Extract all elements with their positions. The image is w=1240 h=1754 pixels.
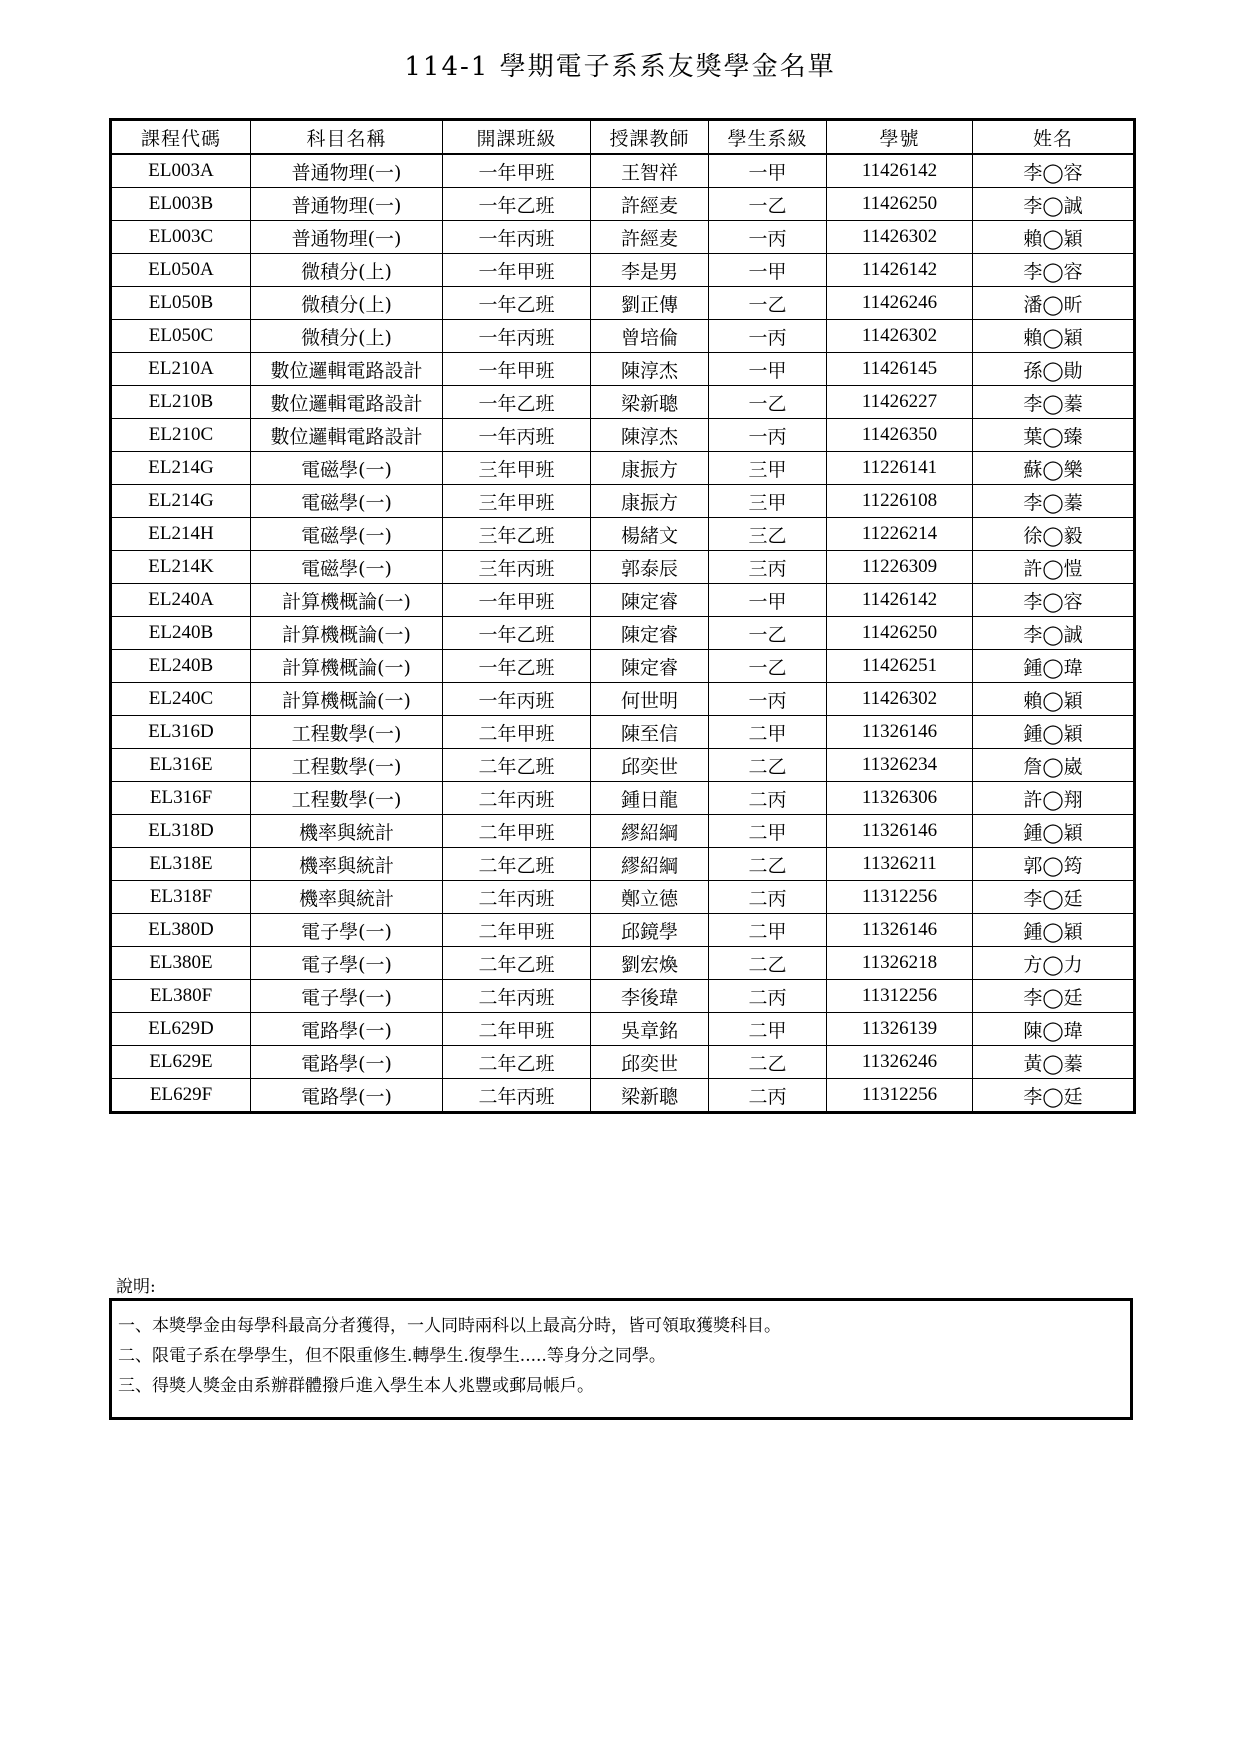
student-name-cell: 方◯力: [973, 947, 1135, 980]
class-cell: 三年甲班: [443, 485, 591, 518]
class-cell: 二年甲班: [443, 815, 591, 848]
subject-name-cell: 微積分(上): [251, 320, 443, 353]
student-dept-cell: 一丙: [709, 221, 827, 254]
student-dept-cell: 一甲: [709, 353, 827, 386]
course-code-cell: EL003B: [111, 188, 251, 221]
header-class: 開課班級: [443, 120, 591, 155]
subject-name-cell: 數位邏輯電路設計: [251, 353, 443, 386]
student-name-cell: 李◯容: [973, 584, 1135, 617]
table-row: [111, 914, 1135, 947]
instructor-cell: 吳章銘: [591, 1013, 709, 1046]
header-instructor: 授課教師: [591, 120, 709, 155]
table-row: [111, 386, 1135, 419]
student-dept-cell: 二甲: [709, 914, 827, 947]
table-row: [111, 947, 1135, 980]
student-name-cell: 徐◯毅: [973, 518, 1135, 551]
subject-name-cell: 電路學(一): [251, 1046, 443, 1079]
class-cell: 一年丙班: [443, 221, 591, 254]
student-name-cell: 賴◯穎: [973, 221, 1135, 254]
student-id-cell: 11312256: [827, 881, 973, 914]
table-row: [111, 419, 1135, 452]
course-code-cell: EL316D: [111, 716, 251, 749]
instructor-cell: 李是男: [591, 254, 709, 287]
course-code-cell: EL050B: [111, 287, 251, 320]
class-cell: 三年乙班: [443, 518, 591, 551]
table-row: [111, 881, 1135, 914]
table-body: [111, 154, 1135, 1113]
instructor-cell: 鍾日龍: [591, 782, 709, 815]
student-dept-cell: 一甲: [709, 154, 827, 188]
student-dept-cell: 二丙: [709, 881, 827, 914]
student-id-cell: 11326139: [827, 1013, 973, 1046]
student-dept-cell: 一甲: [709, 584, 827, 617]
student-id-cell: 11426302: [827, 320, 973, 353]
class-cell: 一年乙班: [443, 287, 591, 320]
course-code-cell: EL380E: [111, 947, 251, 980]
instructor-cell: 許經麦: [591, 188, 709, 221]
instructor-cell: 邱鏡學: [591, 914, 709, 947]
class-cell: 一年乙班: [443, 386, 591, 419]
table-row: [111, 518, 1135, 551]
course-code-cell: EL240A: [111, 584, 251, 617]
subject-name-cell: 電磁學(一): [251, 485, 443, 518]
class-cell: 一年丙班: [443, 419, 591, 452]
class-cell: 二年乙班: [443, 1046, 591, 1079]
student-id-cell: 11426227: [827, 386, 973, 419]
student-name-cell: 許◯愷: [973, 551, 1135, 584]
table-row: [111, 1013, 1135, 1046]
student-id-cell: 11326146: [827, 914, 973, 947]
student-id-cell: 11426145: [827, 353, 973, 386]
student-id-cell: 11426142: [827, 154, 973, 188]
table-header-row: [111, 120, 1135, 155]
student-dept-cell: 一乙: [709, 650, 827, 683]
instructor-cell: 鄭立德: [591, 881, 709, 914]
class-cell: 二年乙班: [443, 749, 591, 782]
course-code-cell: EL003C: [111, 221, 251, 254]
subject-name-cell: 微積分(上): [251, 254, 443, 287]
table-row: [111, 320, 1135, 353]
student-id-cell: 11426246: [827, 287, 973, 320]
class-cell: 一年甲班: [443, 154, 591, 188]
student-dept-cell: 三甲: [709, 485, 827, 518]
subject-name-cell: 電磁學(一): [251, 518, 443, 551]
instructor-cell: 梁新聰: [591, 386, 709, 419]
notes-box: [109, 1298, 1133, 1420]
student-dept-cell: 三乙: [709, 518, 827, 551]
course-code-cell: EL214K: [111, 551, 251, 584]
student-dept-cell: 二甲: [709, 716, 827, 749]
table-row: [111, 782, 1135, 815]
subject-name-cell: 工程數學(一): [251, 716, 443, 749]
student-dept-cell: 二乙: [709, 947, 827, 980]
course-code-cell: EL316E: [111, 749, 251, 782]
table-row: [111, 154, 1135, 188]
course-code-cell: EL214G: [111, 452, 251, 485]
instructor-cell: 康振方: [591, 485, 709, 518]
class-cell: 一年乙班: [443, 650, 591, 683]
course-code-cell: EL318F: [111, 881, 251, 914]
course-code-cell: EL210B: [111, 386, 251, 419]
instructor-cell: 邱奕世: [591, 1046, 709, 1079]
instructor-cell: 康振方: [591, 452, 709, 485]
instructor-cell: 劉正傳: [591, 287, 709, 320]
class-cell: 一年乙班: [443, 617, 591, 650]
course-code-cell: EL050C: [111, 320, 251, 353]
student-name-cell: 黃◯蓁: [973, 1046, 1135, 1079]
scholarship-table: [109, 118, 1136, 1114]
student-id-cell: 11226108: [827, 485, 973, 518]
class-cell: 一年丙班: [443, 320, 591, 353]
header-student-dept: 學生系級: [709, 120, 827, 155]
student-id-cell: 11426302: [827, 683, 973, 716]
student-name-cell: 賴◯穎: [973, 683, 1135, 716]
note-line: 一、本獎學金由每學科最高分者獲得，一人同時兩科以上最高分時，皆可領取獲獎科目。: [118, 1316, 781, 1336]
student-name-cell: 鍾◯瑋: [973, 650, 1135, 683]
subject-name-cell: 電子學(一): [251, 914, 443, 947]
subject-name-cell: 電子學(一): [251, 980, 443, 1013]
course-code-cell: EL240B: [111, 617, 251, 650]
class-cell: 三年甲班: [443, 452, 591, 485]
table-row: [111, 353, 1135, 386]
instructor-cell: 楊緒文: [591, 518, 709, 551]
class-cell: 三年丙班: [443, 551, 591, 584]
student-id-cell: 11426251: [827, 650, 973, 683]
header-subject-name: 科目名稱: [251, 120, 443, 155]
class-cell: 二年甲班: [443, 1013, 591, 1046]
course-code-cell: EL210A: [111, 353, 251, 386]
student-name-cell: 鍾◯穎: [973, 716, 1135, 749]
table-row: [111, 188, 1135, 221]
student-dept-cell: 二乙: [709, 848, 827, 881]
student-name-cell: 李◯誠: [973, 617, 1135, 650]
student-id-cell: 11326234: [827, 749, 973, 782]
course-code-cell: EL003A: [111, 154, 251, 188]
student-dept-cell: 一丙: [709, 320, 827, 353]
class-cell: 二年丙班: [443, 980, 591, 1013]
subject-name-cell: 計算機概論(一): [251, 683, 443, 716]
student-dept-cell: 一丙: [709, 419, 827, 452]
student-dept-cell: 二丙: [709, 980, 827, 1013]
instructor-cell: 陳淳杰: [591, 353, 709, 386]
instructor-cell: 李後瑋: [591, 980, 709, 1013]
instructor-cell: 何世明: [591, 683, 709, 716]
instructor-cell: 邱奕世: [591, 749, 709, 782]
student-dept-cell: 一甲: [709, 254, 827, 287]
student-id-cell: 11426302: [827, 221, 973, 254]
course-code-cell: EL380D: [111, 914, 251, 947]
subject-name-cell: 機率與統計: [251, 848, 443, 881]
subject-name-cell: 電路學(一): [251, 1013, 443, 1046]
course-code-cell: EL318E: [111, 848, 251, 881]
table-row: [111, 848, 1135, 881]
student-id-cell: 11426250: [827, 188, 973, 221]
table-row: [111, 452, 1135, 485]
subject-name-cell: 普通物理(一): [251, 188, 443, 221]
student-id-cell: 11312256: [827, 980, 973, 1013]
instructor-cell: 梁新聰: [591, 1079, 709, 1113]
student-id-cell: 11326306: [827, 782, 973, 815]
student-name-cell: 蘇◯樂: [973, 452, 1135, 485]
subject-name-cell: 數位邏輯電路設計: [251, 419, 443, 452]
student-name-cell: 李◯誠: [973, 188, 1135, 221]
student-name-cell: 陳◯瑋: [973, 1013, 1135, 1046]
table-row: [111, 485, 1135, 518]
student-id-cell: 11226214: [827, 518, 973, 551]
subject-name-cell: 電子學(一): [251, 947, 443, 980]
instructor-cell: 陳淳杰: [591, 419, 709, 452]
page-title: 114-1 學期電子系系友獎學金名單: [404, 52, 836, 82]
student-dept-cell: 二乙: [709, 1046, 827, 1079]
student-name-cell: 李◯蓁: [973, 485, 1135, 518]
student-name-cell: 李◯容: [973, 254, 1135, 287]
table-row: [111, 815, 1135, 848]
course-code-cell: EL380F: [111, 980, 251, 1013]
subject-name-cell: 計算機概論(一): [251, 650, 443, 683]
subject-name-cell: 電路學(一): [251, 1079, 443, 1113]
instructor-cell: 郭泰辰: [591, 551, 709, 584]
student-name-cell: 鍾◯穎: [973, 815, 1135, 848]
student-id-cell: 11326146: [827, 815, 973, 848]
subject-name-cell: 普通物理(一): [251, 154, 443, 188]
student-name-cell: 詹◯崴: [973, 749, 1135, 782]
instructor-cell: 陳定睿: [591, 650, 709, 683]
student-dept-cell: 一丙: [709, 683, 827, 716]
class-cell: 一年丙班: [443, 683, 591, 716]
instructor-cell: 繆紹綱: [591, 815, 709, 848]
student-dept-cell: 二甲: [709, 1013, 827, 1046]
instructor-cell: 許經麦: [591, 221, 709, 254]
course-code-cell: EL210C: [111, 419, 251, 452]
student-dept-cell: 一乙: [709, 386, 827, 419]
class-cell: 二年丙班: [443, 782, 591, 815]
course-code-cell: EL316F: [111, 782, 251, 815]
instructor-cell: 王智祥: [591, 154, 709, 188]
header-name: 姓名: [973, 120, 1135, 155]
table-row: [111, 1079, 1135, 1113]
student-name-cell: 李◯容: [973, 154, 1135, 188]
table-row: [111, 980, 1135, 1013]
course-code-cell: EL050A: [111, 254, 251, 287]
subject-name-cell: 工程數學(一): [251, 749, 443, 782]
subject-name-cell: 機率與統計: [251, 881, 443, 914]
instructor-cell: 陳至信: [591, 716, 709, 749]
student-name-cell: 許◯翔: [973, 782, 1135, 815]
class-cell: 二年甲班: [443, 914, 591, 947]
student-dept-cell: 一乙: [709, 287, 827, 320]
student-name-cell: 鍾◯穎: [973, 914, 1135, 947]
student-name-cell: 潘◯昕: [973, 287, 1135, 320]
course-code-cell: EL629D: [111, 1013, 251, 1046]
class-cell: 二年丙班: [443, 1079, 591, 1113]
table-row: [111, 683, 1135, 716]
student-dept-cell: 三甲: [709, 452, 827, 485]
instructor-cell: 繆紹綱: [591, 848, 709, 881]
student-dept-cell: 二丙: [709, 782, 827, 815]
student-name-cell: 李◯廷: [973, 980, 1135, 1013]
table-row: [111, 716, 1135, 749]
student-dept-cell: 二甲: [709, 815, 827, 848]
instructor-cell: 陳定睿: [591, 584, 709, 617]
student-id-cell: 11426350: [827, 419, 973, 452]
class-cell: 二年丙班: [443, 881, 591, 914]
student-dept-cell: 一乙: [709, 188, 827, 221]
student-id-cell: 11326218: [827, 947, 973, 980]
subject-name-cell: 數位邏輯電路設計: [251, 386, 443, 419]
table-row: [111, 221, 1135, 254]
header-course-code: 課程代碼: [111, 120, 251, 155]
student-dept-cell: 二丙: [709, 1079, 827, 1113]
table-row: [111, 1046, 1135, 1079]
student-id-cell: 11326146: [827, 716, 973, 749]
student-name-cell: 李◯廷: [973, 1079, 1135, 1113]
subject-name-cell: 微積分(上): [251, 287, 443, 320]
student-id-cell: 11426142: [827, 584, 973, 617]
student-name-cell: 葉◯臻: [973, 419, 1135, 452]
class-cell: 一年甲班: [443, 584, 591, 617]
student-name-cell: 李◯廷: [973, 881, 1135, 914]
student-dept-cell: 三丙: [709, 551, 827, 584]
class-cell: 一年甲班: [443, 353, 591, 386]
student-name-cell: 郭◯筠: [973, 848, 1135, 881]
class-cell: 二年乙班: [443, 848, 591, 881]
student-name-cell: 孫◯勛: [973, 353, 1135, 386]
student-name-cell: 賴◯穎: [973, 320, 1135, 353]
note-line: 二、限電子系在學學生，但不限重修生.轉學生.復學生.....等身分之同學。: [118, 1346, 666, 1366]
student-id-cell: 11312256: [827, 1079, 973, 1113]
class-cell: 一年乙班: [443, 188, 591, 221]
student-dept-cell: 一乙: [709, 617, 827, 650]
course-code-cell: EL240B: [111, 650, 251, 683]
student-id-cell: 11426142: [827, 254, 973, 287]
student-id-cell: 11326246: [827, 1046, 973, 1079]
instructor-cell: 曾培倫: [591, 320, 709, 353]
student-name-cell: 李◯蓁: [973, 386, 1135, 419]
subject-name-cell: 工程數學(一): [251, 782, 443, 815]
class-cell: 二年甲班: [443, 716, 591, 749]
table-row: [111, 254, 1135, 287]
student-id-cell: 11326211: [827, 848, 973, 881]
course-code-cell: EL629E: [111, 1046, 251, 1079]
note-line: 三、得獎人獎金由系辦群體撥戶進入學生本人兆豐或郵局帳戶。: [118, 1376, 594, 1396]
subject-name-cell: 電磁學(一): [251, 452, 443, 485]
student-id-cell: 11226141: [827, 452, 973, 485]
table-row: [111, 287, 1135, 320]
course-code-cell: EL629F: [111, 1079, 251, 1113]
subject-name-cell: 電磁學(一): [251, 551, 443, 584]
subject-name-cell: 普通物理(一): [251, 221, 443, 254]
table-row: [111, 617, 1135, 650]
student-id-cell: 11426250: [827, 617, 973, 650]
class-cell: 二年乙班: [443, 947, 591, 980]
notes-label: 說明:: [116, 1277, 156, 1297]
course-code-cell: EL240C: [111, 683, 251, 716]
subject-name-cell: 計算機概論(一): [251, 617, 443, 650]
header-student-id: 學號: [827, 120, 973, 155]
course-code-cell: EL318D: [111, 815, 251, 848]
subject-name-cell: 機率與統計: [251, 815, 443, 848]
instructor-cell: 劉宏煥: [591, 947, 709, 980]
table-row: [111, 551, 1135, 584]
table-row: [111, 749, 1135, 782]
student-dept-cell: 二乙: [709, 749, 827, 782]
subject-name-cell: 計算機概論(一): [251, 584, 443, 617]
course-code-cell: EL214H: [111, 518, 251, 551]
table-row: [111, 650, 1135, 683]
table-row: [111, 584, 1135, 617]
student-id-cell: 11226309: [827, 551, 973, 584]
course-code-cell: EL214G: [111, 485, 251, 518]
instructor-cell: 陳定睿: [591, 617, 709, 650]
class-cell: 一年甲班: [443, 254, 591, 287]
